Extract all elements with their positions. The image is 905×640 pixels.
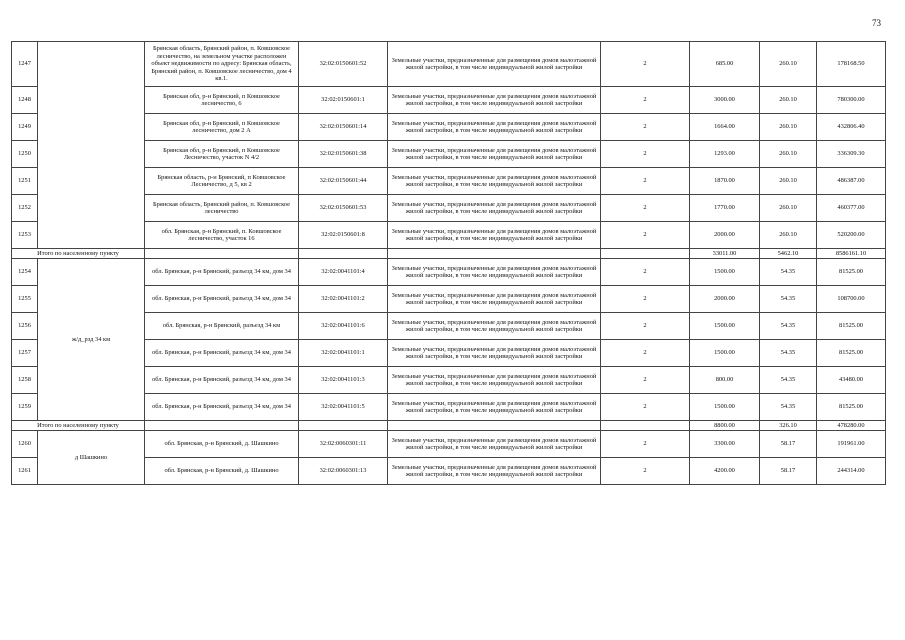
cell-area: 2000.00	[690, 286, 760, 313]
table-row	[12, 42, 886, 87]
settlement-name	[38, 259, 145, 421]
cell-group: 2	[601, 458, 690, 485]
registry-body	[12, 42, 886, 485]
cell-value: 460377.00	[817, 195, 886, 222]
row-number: 1255	[12, 286, 38, 313]
cell-value: 81525.00	[817, 259, 886, 286]
cell-rate: 54.35	[760, 259, 817, 286]
settlement-label: д Шашкино	[74, 453, 108, 461]
cell-group: 2	[601, 222, 690, 249]
cell-address: Брянская область, р-н Брянский, п Ковшовское Лесничество, д 5, кв 2	[145, 168, 299, 195]
row-number: 1250	[12, 141, 38, 168]
cell-area: 1664.00	[690, 114, 760, 141]
cell-purpose: Земельные участки, предназначенные для размещения домов малоэтажной жилой застройки, в том числе индивидуальной жилой застройки	[388, 458, 601, 485]
row-number: 1249	[12, 114, 38, 141]
cell-address: обл. Брянская, р-н Брянский, разъезд 34 км, дом 34	[145, 340, 299, 367]
cell-rate: 54.35	[760, 340, 817, 367]
settlement-label: ж/д_рзд 34 км	[71, 335, 111, 343]
cell-purpose: Земельные участки, предназначенные для размещения домов малоэтажной жилой застройки, в том числе индивидуальной жилой застройки	[388, 222, 601, 249]
cell-address: обл. Брянская, р-н Брянский, разъезд 34 км, дом 34	[145, 286, 299, 313]
cell-purpose: Земельные участки, предназначенные для размещения домов малоэтажной жилой застройки, в том числе индивидуальной жилой застройки	[388, 87, 601, 114]
cell-group: 2	[601, 42, 690, 87]
cell-cadastral: 32:02:0041101:4	[299, 259, 388, 286]
row-number: 1256	[12, 313, 38, 340]
cell-cadastral: 32:02:0041101:6	[299, 313, 388, 340]
cell-value: 520200.00	[817, 222, 886, 249]
cell-rate: 260.10	[760, 42, 817, 87]
cell-value: 81525.00	[817, 340, 886, 367]
cell-cadastral: 32:02:0041101:3	[299, 367, 388, 394]
cell-group: 2	[601, 286, 690, 313]
cell-area: 3000.00	[690, 87, 760, 114]
cell-address: обл. Брянская, р-н Брянский, д. Шашкино	[145, 458, 299, 485]
cell-cadastral: 32:02:0150601:14	[299, 114, 388, 141]
cell-address: обл. Брянская, р-н Брянский, разъезд 34 км	[145, 313, 299, 340]
cell-purpose: Земельные участки, предназначенные для размещения домов малоэтажной жилой застройки, в том числе индивидуальной жилой застройки	[388, 168, 601, 195]
summary-empty	[299, 421, 388, 431]
cell-purpose: Земельные участки, предназначенные для размещения домов малоэтажной жилой застройки, в том числе индивидуальной жилой застройки	[388, 195, 601, 222]
summary-value: 8586161.10	[817, 249, 886, 259]
cell-address: Брянская область, Брянский район, п. Ковшовское лесничество, на земельном участке расположен объект недвижимости по адресу: Брянская область, Брянский район, п. Ковшовское лесничество, дом 4 кв.1.	[145, 42, 299, 87]
cell-purpose: Земельные участки, предназначенные для размещения домов малоэтажной жилой застройки, в том числе индивидуальной жилой застройки	[388, 431, 601, 458]
summary-row	[12, 421, 886, 431]
cell-value: 244314.00	[817, 458, 886, 485]
cell-area: 4200.00	[690, 458, 760, 485]
summary-area: 8800.00	[690, 421, 760, 431]
cell-purpose: Земельные участки, предназначенные для размещения домов малоэтажной жилой застройки, в том числе индивидуальной жилой застройки	[388, 394, 601, 421]
summary-label: Итого по населенному пункту	[12, 421, 145, 431]
summary-empty	[299, 249, 388, 259]
cell-rate: 54.35	[760, 367, 817, 394]
summary-empty	[145, 421, 299, 431]
cell-value: 81525.00	[817, 313, 886, 340]
summary-label: Итого по населенному пункту	[12, 249, 145, 259]
cell-rate: 54.35	[760, 313, 817, 340]
cell-group: 2	[601, 168, 690, 195]
row-number: 1248	[12, 87, 38, 114]
cell-area: 1770.00	[690, 195, 760, 222]
cell-cadastral: 32:02:0060301:11	[299, 431, 388, 458]
summary-rate: 5462.10	[760, 249, 817, 259]
cell-purpose: Земельные участки, предназначенные для размещения домов малоэтажной жилой застройки, в том числе индивидуальной жилой застройки	[388, 141, 601, 168]
cell-area: 3300.00	[690, 431, 760, 458]
row-number: 1253	[12, 222, 38, 249]
cell-value: 178168.50	[817, 42, 886, 87]
cell-value: 432806.40	[817, 114, 886, 141]
summary-empty	[388, 421, 601, 431]
cell-address: обл. Брянская, р-н Брянский, п. Ковшовское лесничество, участок 16	[145, 222, 299, 249]
cell-area: 1500.00	[690, 394, 760, 421]
row-number: 1254	[12, 259, 38, 286]
cell-rate: 260.10	[760, 195, 817, 222]
cell-area: 1870.00	[690, 168, 760, 195]
cell-value: 43480.00	[817, 367, 886, 394]
summary-area: 33011.00	[690, 249, 760, 259]
cell-group: 2	[601, 259, 690, 286]
summary-rate: 326.10	[760, 421, 817, 431]
cell-rate: 260.10	[760, 87, 817, 114]
cell-cadastral: 32:02:0060301:13	[299, 458, 388, 485]
cell-address: Брянская обл, р-н Брянский, п Ковшовское лесничество, дом 2 А	[145, 114, 299, 141]
cell-rate: 260.10	[760, 141, 817, 168]
row-number: 1257	[12, 340, 38, 367]
cell-group: 2	[601, 313, 690, 340]
cell-group: 2	[601, 141, 690, 168]
cell-group: 2	[601, 87, 690, 114]
cell-rate: 58.17	[760, 458, 817, 485]
cell-rate: 58.17	[760, 431, 817, 458]
cell-purpose: Земельные участки, предназначенные для размещения домов малоэтажной жилой застройки, в том числе индивидуальной жилой застройки	[388, 42, 601, 87]
table-row	[12, 259, 886, 286]
summary-empty	[388, 249, 601, 259]
row-number: 1260	[12, 431, 38, 458]
cell-rate: 260.10	[760, 114, 817, 141]
row-number: 1261	[12, 458, 38, 485]
cell-group: 2	[601, 114, 690, 141]
row-number: 1252	[12, 195, 38, 222]
cell-area: 1500.00	[690, 340, 760, 367]
cell-rate: 54.35	[760, 394, 817, 421]
cell-purpose: Земельные участки, предназначенные для размещения домов малоэтажной жилой застройки, в том числе индивидуальной жилой застройки	[388, 340, 601, 367]
cell-address: Брянская область, Брянский район, п. Ковшовское лесничество	[145, 195, 299, 222]
cell-group: 2	[601, 195, 690, 222]
row-number: 1251	[12, 168, 38, 195]
cell-purpose: Земельные участки, предназначенные для размещения домов малоэтажной жилой застройки, в том числе индивидуальной жилой застройки	[388, 259, 601, 286]
summary-row	[12, 249, 886, 259]
cell-address: Брянская обл, р-н Брянский, п Ковшовское лесничество, 6	[145, 87, 299, 114]
cell-value: 336309.30	[817, 141, 886, 168]
cell-cadastral: 32:02:0150601:38	[299, 141, 388, 168]
cell-area: 2000.00	[690, 222, 760, 249]
cell-area: 685.00	[690, 42, 760, 87]
cell-cadastral: 32:02:0150601:44	[299, 168, 388, 195]
cell-value: 108700.00	[817, 286, 886, 313]
cell-value: 191961.00	[817, 431, 886, 458]
cell-address: обл. Брянская, р-н Брянский, разъезд 34 км, дом 34	[145, 394, 299, 421]
cell-value: 486387.00	[817, 168, 886, 195]
settlement-name	[38, 42, 145, 249]
summary-value: 478280.00	[817, 421, 886, 431]
cell-cadastral: 32:02:0150601:52	[299, 42, 388, 87]
cell-purpose: Земельные участки, предназначенные для размещения домов малоэтажной жилой застройки, в том числе индивидуальной жилой застройки	[388, 313, 601, 340]
cell-cadastral: 32:02:0150601:1	[299, 87, 388, 114]
cell-address: Брянская обл, р-н Брянский, п Ковшовское Лесничество, участок N 4/2	[145, 141, 299, 168]
cell-cadastral: 32:02:0041101:5	[299, 394, 388, 421]
row-number: 1258	[12, 367, 38, 394]
cell-purpose: Земельные участки, предназначенные для размещения домов малоэтажной жилой застройки, в том числе индивидуальной жилой застройки	[388, 286, 601, 313]
cell-address: обл. Брянская, р-н Брянский, разъезд 34 км, дом 34	[145, 259, 299, 286]
cell-area: 1500.00	[690, 259, 760, 286]
cell-group: 2	[601, 431, 690, 458]
cell-group: 2	[601, 367, 690, 394]
cell-address: обл. Брянская, р-н Брянский, разъезд 34 км, дом 34	[145, 367, 299, 394]
table-row	[12, 431, 886, 458]
cell-area: 800.00	[690, 367, 760, 394]
cell-cadastral: 32:02:0150601:53	[299, 195, 388, 222]
summary-empty	[145, 249, 299, 259]
settlement-name	[38, 431, 145, 485]
cell-address: обл. Брянская, р-н Брянский, д. Шашкино	[145, 431, 299, 458]
cell-area: 1293.00	[690, 141, 760, 168]
cell-group: 2	[601, 340, 690, 367]
cell-purpose: Земельные участки, предназначенные для размещения домов малоэтажной жилой застройки, в том числе индивидуальной жилой застройки	[388, 367, 601, 394]
cell-rate: 260.10	[760, 222, 817, 249]
cell-value: 81525.00	[817, 394, 886, 421]
cell-cadastral: 32:02:0150601:8	[299, 222, 388, 249]
cell-group: 2	[601, 394, 690, 421]
cell-purpose: Земельные участки, предназначенные для размещения домов малоэтажной жилой застройки, в том числе индивидуальной жилой застройки	[388, 114, 601, 141]
page-number: 73	[872, 18, 881, 28]
summary-empty	[601, 249, 690, 259]
summary-empty	[601, 421, 690, 431]
cell-cadastral: 32:02:0041101:2	[299, 286, 388, 313]
cell-value: 780300.00	[817, 87, 886, 114]
cell-rate: 260.10	[760, 168, 817, 195]
cell-area: 1500.00	[690, 313, 760, 340]
cell-rate: 54.35	[760, 286, 817, 313]
land-registry-table	[11, 41, 886, 485]
cell-cadastral: 32:02:0041101:1	[299, 340, 388, 367]
row-number: 1247	[12, 42, 38, 87]
row-number: 1259	[12, 394, 38, 421]
